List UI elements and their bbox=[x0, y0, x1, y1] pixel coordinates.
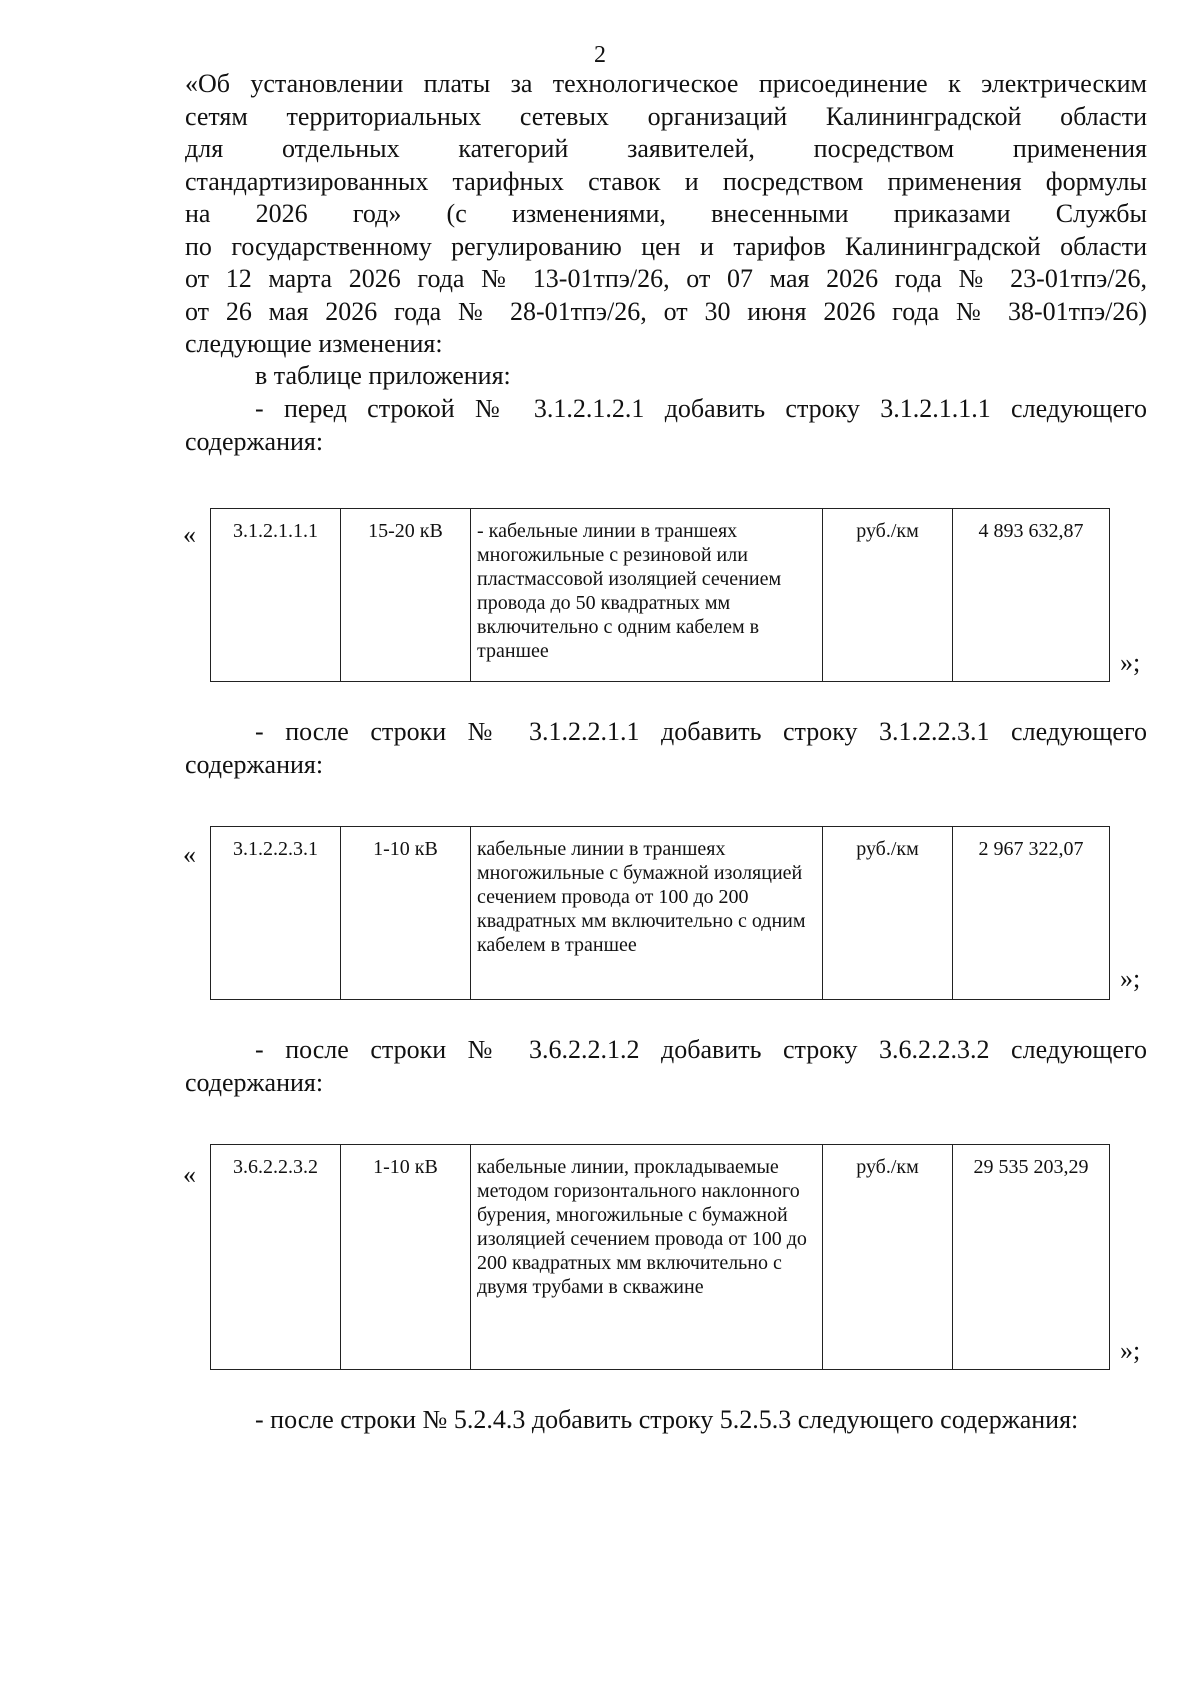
row-code: 3.1.2.1.1.1 bbox=[211, 509, 341, 682]
table-intro: в таблице приложения: bbox=[255, 361, 511, 390]
table-row-1 bbox=[210, 508, 1110, 682]
row-description: кабельные линии в траншеях многожильные с бумажной изоляцией сечением провода от 100 до 200 квадратных мм включительно с одним кабелем в траншее bbox=[471, 827, 823, 1000]
intro-line: от 26 мая 2026 года № 28-01тпэ/26, от 30 июня 2026 года № 38-01тпэ/26) bbox=[185, 296, 1147, 326]
table-row-3 bbox=[210, 1144, 1110, 1370]
intro-line: «Об установлении платы за технологическое присоединение к электрическим bbox=[185, 69, 1147, 98]
row-unit: руб./км bbox=[823, 509, 953, 682]
intro-paragraph bbox=[185, 68, 1147, 361]
instruction-1 bbox=[185, 393, 1147, 458]
row-voltage: 1-10 кВ bbox=[341, 1145, 471, 1370]
row-voltage: 15-20 кВ bbox=[341, 509, 471, 682]
instruction-3 bbox=[185, 1034, 1147, 1099]
final-instruction: - после строки № 5.2.4.3 добавить строку 5.2.5.3 следующего содержания: bbox=[255, 1405, 1079, 1434]
instruction-line: - после строки № 3.1.2.2.1.1 добавить строку 3.1.2.2.3.1 следующего bbox=[255, 717, 1147, 746]
intro-line: на 2026 год» (с изменениями, внесенными приказами Службы bbox=[185, 199, 1147, 228]
quote-open: « bbox=[183, 520, 196, 549]
instruction-line: содержания: bbox=[185, 749, 324, 779]
row-price: 2 967 322,07 bbox=[953, 827, 1110, 1000]
quote-open: « bbox=[183, 840, 196, 869]
row-code: 3.6.2.2.3.2 bbox=[211, 1145, 341, 1370]
row-voltage: 1-10 кВ bbox=[341, 827, 471, 1000]
table-row-2 bbox=[210, 826, 1110, 1000]
page-number: 2 bbox=[594, 42, 606, 68]
instruction-2 bbox=[185, 716, 1147, 781]
row-price: 29 535 203,29 bbox=[953, 1145, 1110, 1370]
row-unit: руб./км bbox=[823, 1145, 953, 1370]
quote-open: « bbox=[183, 1160, 196, 1189]
row-price: 4 893 632,87 bbox=[953, 509, 1110, 682]
intro-line: от 12 марта 2026 года № 13-01тпэ/26, от 07 мая 2026 года № 23-01тпэ/26, bbox=[185, 264, 1147, 293]
row-code: 3.1.2.2.3.1 bbox=[211, 827, 341, 1000]
row-description: кабельные линии, прокладываемые методом горизонтального наклонного бурения, многожильные с бумажной изоляцией сечением провода от 100 до 200 квадратных мм включительно с двумя трубами в скважине bbox=[471, 1145, 823, 1370]
row-unit: руб./км bbox=[823, 827, 953, 1000]
intro-line: для отдельных категорий заявителей, посредством применения bbox=[185, 134, 1147, 163]
instruction-line: - перед строкой № 3.1.2.1.2.1 добавить строку 3.1.2.1.1.1 следующего bbox=[255, 394, 1147, 423]
row-description: - кабельные линии в траншеях многожильные с резиновой или пластмассовой изоляцией сечением провода до 50 квадратных мм включительно с одним кабелем в траншее bbox=[471, 509, 823, 682]
intro-line: сетям территориальных сетевых организаций Калининградской области bbox=[185, 101, 1147, 131]
quote-close: »; bbox=[1120, 648, 1141, 677]
quote-close: »; bbox=[1120, 964, 1141, 993]
instruction-line: содержания: bbox=[185, 426, 324, 456]
intro-line: стандартизированных тарифных ставок и посредством применения формулы bbox=[185, 166, 1147, 196]
instruction-line: содержания: bbox=[185, 1067, 324, 1097]
instruction-line: - после строки № 3.6.2.2.1.2 добавить строку 3.6.2.2.3.2 следующего bbox=[255, 1035, 1147, 1064]
quote-close: »; bbox=[1120, 1336, 1141, 1365]
intro-line: следующие изменения: bbox=[185, 329, 443, 358]
intro-line: по государственному регулированию цен и тарифов Калининградской области bbox=[185, 231, 1147, 261]
